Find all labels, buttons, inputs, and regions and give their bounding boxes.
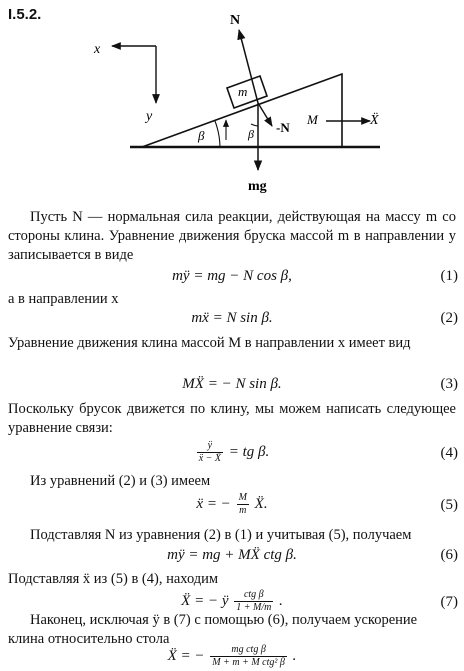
paragraph-3: Уравнение движения клина массой M в направлении x имеет вид [8, 335, 411, 351]
wedge-diagram [80, 0, 400, 200]
block-mass-label: m [238, 84, 248, 99]
wedge-acceleration-label: Ẍ [370, 113, 379, 128]
equation-1: mÿ = mg − N cos β, (1) [172, 268, 458, 284]
equation-2: mẍ = N sin β. (2) [191, 310, 458, 326]
gravity-label: mg [248, 179, 267, 194]
paragraph-4: Поскольку брусок движется по клину, мы можем написать следующее уравнение связи: [8, 401, 456, 436]
reaction-force-arrow [258, 103, 272, 126]
equation-5: ẍ = − $\frac{M}{m}$ Ẍ. (5) [196, 492, 458, 516]
paragraph-8: Наконец, исключая ÿ в (7) с помощью (6), получаем ускорение клина относительно стола [8, 612, 418, 647]
normal-angle-label: β [248, 127, 254, 141]
reaction-force-label: -N [276, 120, 290, 135]
paragraph-1: Пусть N — нормальная сила реакции, действующая на массу m со стороны клина. Уравнение движения бруска массой m в направлении y записывается в виде [8, 209, 456, 263]
equation-3: MẌ = − N sin β. (3) [182, 376, 458, 392]
y-axis-label: y [146, 109, 153, 124]
equation-7: Ẍ = − ÿ $\frac{\text{ctg β}}{1 + M/m}$ . (7) [181, 589, 458, 613]
wedge-mass-label: M [307, 112, 318, 127]
equation-6: mÿ = mg + MẌ ctg β. (6) [167, 547, 458, 563]
base-angle-label: β [198, 128, 205, 143]
normal-force-label: N [230, 13, 241, 28]
paragraph-6: Подставляя N из уравнения (2) в (1) и учитывая (5), получаем [30, 527, 412, 543]
normal-angle-arc [251, 124, 258, 126]
base-angle-arc [215, 121, 220, 147]
equation-8: Ẍ = − $\frac{\text{mg ctg β}}{\text{M + m + M ctg² β}}$ . [167, 644, 297, 668]
paragraph-2: а в направлении x [8, 291, 119, 307]
x-axis-label: x [94, 42, 101, 57]
problem-number: I.5.2. [8, 6, 42, 23]
paragraph-5: Из уравнений (2) и (3) имеем [30, 473, 211, 489]
paragraph-7: Подставляя ẍ из (5) в (4), находим [8, 571, 219, 587]
equation-4: $\frac{ÿ}{\text{ẍ − Ẍ}}$ = tg β. (4) [198, 440, 458, 464]
